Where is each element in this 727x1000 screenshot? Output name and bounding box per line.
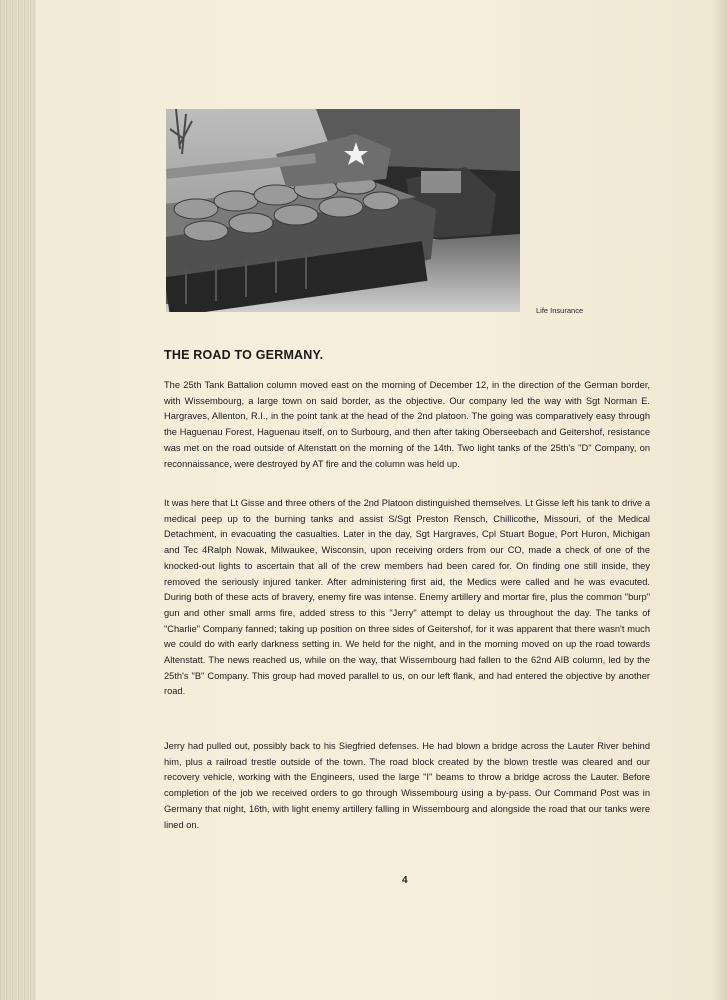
page-number: 4 <box>402 875 408 886</box>
section-heading: THE ROAD TO GERMANY. <box>164 348 324 362</box>
body-paragraph-2: It was here that Lt Gisse and three others of the 2nd Platoon distinguished themselves. Lt Gisse left his tank to drive a medical peep up to the burning tanks and assist S/Sgt Preston Rensch, Chillicothe, Missouri, of the Medical Detachment, in evacuating the casualties. Later in the day, Sgt Hargraves, Cpl Stuart Bogue, Port Huron, Michigan and Tec 4Ralph Nowak, Milwaukee, Wisconsin, upon receiving orders from our CO, made a check of one of the knocked-out lights to ascertain that all of the crew members had been cared for. On finding one still inside, they removed the seriously injured tanker. After administering first aid, the Medics were called and he was evacuted. During both of these acts of bravery, enemy fire was intense. Enemy artillery and mortar fire, plus the common "burp" gun and other small arms fire, added stress to this "Jerry" attempt to delay us throughout the day. The tanks of "Charlie" Company fanned; taking up position on three sides of Geitershof, for it was apparent that there wasn't much we could do with early darkness setting in. We held for the night, and in the morning moved on up the road towards Altenstatt. The news reached us, while on the way, that Wissembourg had fallen to the 62nd AIB column, led by the 25th's "B" Company. This group had moved parallel to us, on our left flank, and had entered the objective by another road. <box>164 498 650 697</box>
photo-caption: Life Insurance <box>536 306 584 315</box>
tank-photograph <box>166 109 520 312</box>
page-right-edge <box>713 0 727 1000</box>
body-paragraph-1: The 25th Tank Battalion column moved east on the morning of December 12, in the direction of the German border, with Wissembourg, a large town on said border, as the objective. Our company led the way with Sgt Norman E. Hargraves, Allenton, R.I., in the point tank at the head of the 2nd platoon. The going was comparatively easy through the Haguenau Forest, Haguenau itself, on to Surbourg, and then after taking Oberseebach and Geitershof, resistance was met on the road outside of Altenstatt on the morning of the 14th. Two light tanks of the 25th's "D" Company, on reconnaissance, were destroyed by AT fire and the column was held up. <box>164 380 650 469</box>
body-paragraph-3: Jerry had pulled out, possibly back to his Siegfried defenses. He had blown a bridge across the Lauter River behind him, plus a railroad trestle outside of the town. The road block created by the blown trestle was cleared and our recovery vehicle, working with the Engineers, used the large "I" beams to throw a bridge across the Lauter. Before completion of the job we received orders to go through Wissembourg using a by-pass. Our Command Post was in Germany that night, 16th, with light enemy artillery falling in Wissembourg and alongside the road that our tanks were lined on. <box>164 741 650 830</box>
page-binding-edge <box>0 0 36 1000</box>
tank-photo-illustration <box>166 109 520 312</box>
